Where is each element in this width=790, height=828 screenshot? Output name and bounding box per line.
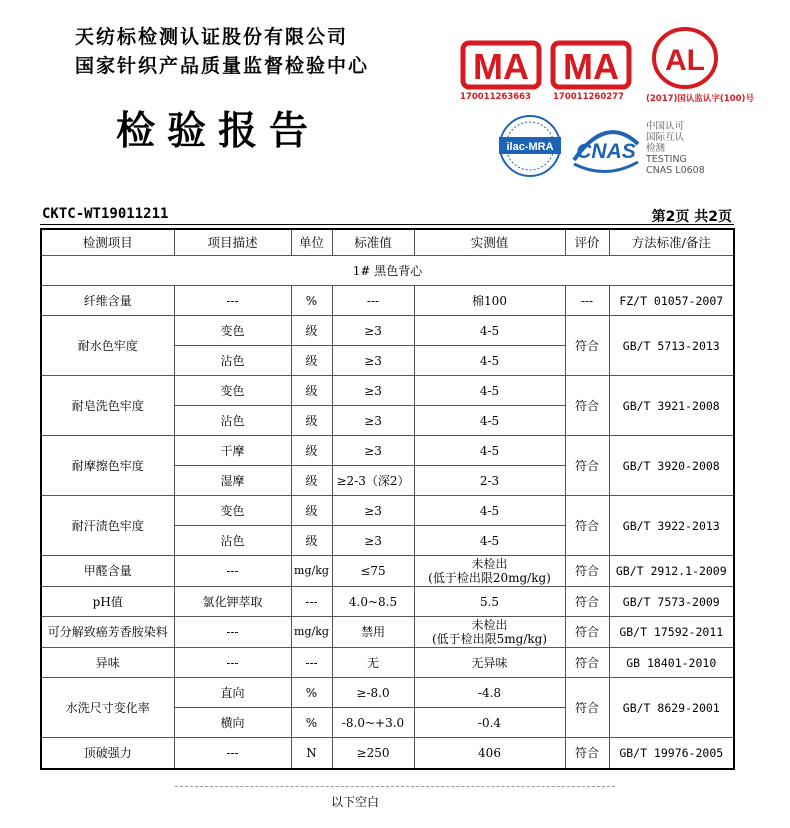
item-cell: 耐皂洗色牢度 (41, 376, 174, 436)
col-header: 评价 (565, 229, 609, 256)
footer-divider (175, 786, 615, 787)
cma-logo-text: MA (563, 46, 619, 87)
unit-cell: N (291, 738, 332, 769)
std-cell: ≥3 (332, 436, 414, 466)
page-info: 第2页 共2页 (651, 209, 732, 225)
std-cell: --- (332, 286, 414, 316)
unit-cell: 级 (291, 526, 332, 556)
meas-cell: 无异味 (414, 648, 565, 678)
method-cell: GB 18401-2010 (609, 648, 734, 678)
std-cell: ≥-8.0 (332, 678, 414, 708)
table-row (41, 556, 734, 587)
item-cell: 耐汗渍色牢度 (41, 496, 174, 556)
meas-cell: 4-5 (414, 316, 565, 346)
meas-cell: -0.4 (414, 708, 565, 738)
desc-cell: 湿摩 (174, 466, 291, 496)
cma-logo-text: MA (473, 46, 529, 87)
item-cell: 可分解致癌芳香胺染料 (41, 617, 174, 648)
meas-cell: 4-5 (414, 526, 565, 556)
unit-cell: 级 (291, 436, 332, 466)
meas-result: 未检出 (471, 557, 508, 571)
desc-cell: 变色 (174, 376, 291, 406)
results-table (40, 228, 735, 770)
table-header-row (41, 229, 734, 256)
meas-cell: 棉100 (414, 286, 565, 316)
meas-cell: 4-5 (414, 436, 565, 466)
unit-cell: 级 (291, 316, 332, 346)
meas-cell: 406 (414, 738, 565, 769)
cnas-logo (568, 118, 644, 182)
method-cell: FZ/T 01057-2007 (609, 286, 734, 316)
cma-logo (460, 40, 542, 94)
eval-cell: 符合 (565, 316, 609, 376)
table-row (41, 648, 734, 678)
meas-cell: 2-3 (414, 466, 565, 496)
end-of-report-note: 以下空白 (331, 795, 380, 809)
std-cell: ≥2-3（深2） (332, 466, 414, 496)
ilac-logo-text: ilac-MRA (506, 141, 554, 153)
method-cell: GB/T 17592-2011 (609, 617, 734, 648)
meas-cell: 5.5 (414, 587, 565, 617)
method-cell: GB/T 3921-2008 (609, 376, 734, 436)
std-cell: 禁用 (332, 617, 414, 648)
std-cell: ≥3 (332, 406, 414, 436)
col-header: 检测项目 (41, 229, 174, 256)
desc-cell: 横向 (174, 708, 291, 738)
desc-cell: 干摩 (174, 436, 291, 466)
cnas-logo-text: CNAS (576, 140, 636, 163)
eval-cell: 符合 (565, 617, 609, 648)
std-cell: ≥250 (332, 738, 414, 769)
item-cell: pH值 (41, 587, 174, 617)
meas-note: (低于检出限20mg/kg) (428, 571, 551, 585)
table-row (41, 738, 734, 769)
cma-license-number: 170011260277 (553, 92, 624, 102)
eval-cell: 符合 (565, 376, 609, 436)
cal-logo-text: AL (665, 44, 705, 77)
col-header: 标准值 (332, 229, 414, 256)
meas-cell: 4-5 (414, 496, 565, 526)
method-cell: GB/T 5713-2013 (609, 316, 734, 376)
std-cell: ≥3 (332, 496, 414, 526)
table-row (41, 678, 734, 708)
table-row (41, 617, 734, 648)
method-cell: GB/T 3922-2013 (609, 496, 734, 556)
eval-cell: --- (565, 286, 609, 316)
meas-cell: 4-5 (414, 406, 565, 436)
std-cell: ≥3 (332, 346, 414, 376)
unit-cell: 级 (291, 376, 332, 406)
unit-cell: 级 (291, 406, 332, 436)
unit-cell: --- (291, 648, 332, 678)
table-row (41, 496, 734, 526)
sample-section-row (41, 256, 734, 286)
cma-license-number: 170011263663 (460, 92, 531, 102)
std-cell: 无 (332, 648, 414, 678)
item-cell: 纤维含量 (41, 286, 174, 316)
std-cell: -8.0~+3.0 (332, 708, 414, 738)
meas-cell (414, 556, 565, 587)
desc-cell: 变色 (174, 316, 291, 346)
desc-cell: --- (174, 286, 291, 316)
item-cell: 甲醛含量 (41, 556, 174, 587)
report-title: 检验报告 (116, 108, 321, 154)
desc-cell: --- (174, 556, 291, 587)
desc-cell: --- (174, 617, 291, 648)
unit-cell: --- (291, 587, 332, 617)
meas-cell: 4-5 (414, 376, 565, 406)
cal-logo (650, 26, 720, 94)
method-cell: GB/T 2912.1-2009 (609, 556, 734, 587)
unit-cell: % (291, 286, 332, 316)
item-cell: 顶破强力 (41, 738, 174, 769)
unit-cell: mg/kg (291, 617, 332, 648)
report-number: CKTC-WT19011211 (42, 206, 169, 222)
item-cell: 水洗尺寸变化率 (41, 678, 174, 738)
eval-cell: 符合 (565, 678, 609, 738)
unit-cell: 级 (291, 346, 332, 376)
unit-cell: % (291, 678, 332, 708)
eval-cell: 符合 (565, 648, 609, 678)
method-cell: GB/T 19976-2005 (609, 738, 734, 769)
meas-cell: 4-5 (414, 346, 565, 376)
eval-cell: 符合 (565, 496, 609, 556)
meas-cell (414, 617, 565, 648)
table-row (41, 376, 734, 406)
desc-cell: --- (174, 648, 291, 678)
table-row (41, 316, 734, 346)
unit-cell: 级 (291, 496, 332, 526)
method-cell: GB/T 3920-2008 (609, 436, 734, 496)
cal-license-number: (2017)国认监认字(100)号 (646, 94, 754, 104)
std-cell: ≥3 (332, 526, 414, 556)
table-row (41, 436, 734, 466)
method-cell: GB/T 7573-2009 (609, 587, 734, 617)
eval-cell: 符合 (565, 436, 609, 496)
desc-cell: --- (174, 738, 291, 769)
cma-logo (550, 40, 632, 94)
desc-cell: 沾色 (174, 406, 291, 436)
std-cell: ≥3 (332, 316, 414, 346)
col-header: 项目描述 (174, 229, 291, 256)
std-cell: ≥3 (332, 376, 414, 406)
std-cell: 4.0~8.5 (332, 587, 414, 617)
col-header: 实测值 (414, 229, 565, 256)
unit-cell: % (291, 708, 332, 738)
eval-cell: 符合 (565, 556, 609, 587)
meas-note: (低于检出限5mg/kg) (431, 632, 548, 646)
desc-cell: 沾色 (174, 526, 291, 556)
desc-cell: 沾色 (174, 346, 291, 376)
sample-label: 1# 黑色背心 (41, 256, 734, 286)
unit-cell: 级 (291, 466, 332, 496)
col-header: 单位 (291, 229, 332, 256)
item-cell: 耐摩擦色牢度 (41, 436, 174, 496)
desc-cell: 直向 (174, 678, 291, 708)
table-row (41, 286, 734, 316)
item-cell: 异味 (41, 648, 174, 678)
desc-cell: 氯化钾萃取 (174, 587, 291, 617)
cnas-description: 中国认可 国际互认 检测 TESTING CNAS L0608 (646, 121, 705, 176)
ilac-mra-logo (497, 112, 563, 184)
eval-cell: 符合 (565, 738, 609, 769)
org-name-secondary: 国家针织产品质量监督检验中心 (75, 55, 370, 77)
unit-cell: mg/kg (291, 556, 332, 587)
std-cell: ≤75 (332, 556, 414, 587)
desc-cell: 变色 (174, 496, 291, 526)
eval-cell: 符合 (565, 587, 609, 617)
header-divider (40, 224, 734, 225)
item-cell: 耐水色牢度 (41, 316, 174, 376)
table-row (41, 587, 734, 617)
org-name: 天纺标检测认证股份有限公司 (75, 26, 349, 48)
meas-cell: -4.8 (414, 678, 565, 708)
method-cell: GB/T 8629-2001 (609, 678, 734, 738)
col-header: 方法标准/备注 (609, 229, 734, 256)
meas-result: 未检出 (471, 618, 508, 632)
